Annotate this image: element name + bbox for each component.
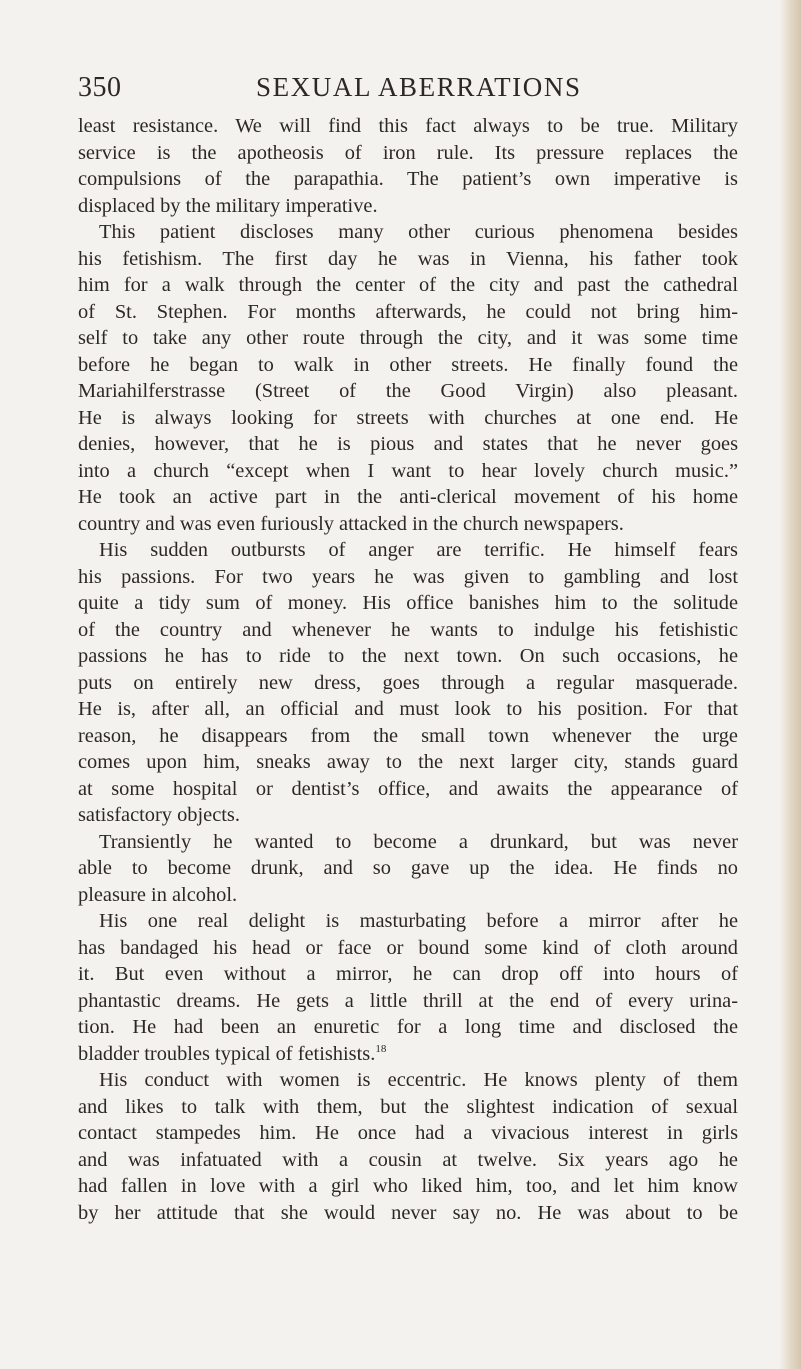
text-line [78,855,738,882]
text-line-content: His conduct with women is eccentric. He knows plenty of them [99,1069,738,1091]
text-line-content: by her attitude that she would never say no. He was about to be [78,1201,738,1224]
text-line-content: has bandaged his head or face or bound some kind of cloth around [78,936,738,959]
page-header [78,72,738,112]
text-line-content: This patient discloses many other curious phenomena besides [99,221,738,243]
text-line-content: country and was even furiously attacked in the church newspapers. [78,512,624,535]
text-line [78,113,738,140]
text-line [78,325,738,352]
text-line-content: able to become drunk, and so gave up the idea. He finds no [78,857,738,879]
text-line [78,670,738,697]
text-line-content: his passions. For two years he was given to gambling and lost [78,565,738,588]
text-line [78,431,738,458]
text-line [78,1067,738,1094]
text-line-content: service is the apotheosis of iron rule. Its pressure replaces the [78,141,738,164]
text-line-content: pleasure in alcohol. [78,883,238,906]
text-line-content: it. But even without a mirror, he can drop off into hours of [78,963,738,985]
text-line-content: of St. Stephen. For months afterwards, he could not bring him- [78,300,738,323]
text-line [78,405,738,432]
text-line [78,193,738,220]
text-line [78,988,738,1015]
text-line [78,484,738,511]
text-line-content: at some hospital or dentist’s office, and awaits the appearance of [78,777,738,800]
page-number: 350 [78,72,122,103]
running-head: SEXUAL ABERRATIONS [256,72,582,102]
text-line-content: He is, after all, an official and must look to his position. For that [78,698,738,720]
text-line [78,378,738,405]
text-line-content: He took an active part in the anti-clerical movement of his home [78,486,738,508]
text-line-content: Transiently he wanted to become a drunkard, but was never [99,830,738,853]
text-line-content: before he began to walk in other streets. He finally found the [78,353,738,376]
text-line-content: comes upon him, sneaks away to the next larger city, stands guard [78,751,738,773]
text-line-content: into a church “except when I want to hear lovely church music.” [78,459,738,482]
text-line-content: least resistance. We will find this fact always to be true. Military [78,115,738,137]
text-line [78,1173,738,1200]
text-line [78,749,738,776]
text-line [78,1094,738,1121]
text-line [78,1014,738,1041]
text-line [78,458,738,485]
text-line-content: his fetishism. The first day he was in Vienna, his father took [78,247,738,270]
text-line-content: him for a walk through the center of the city and past the cathedral [78,274,738,296]
text-line [78,511,738,538]
text-line-content: He is always looking for streets with churches at one end. He [78,406,738,429]
text-line-content: passions he has to ride to the next town. On such occasions, he [78,645,738,667]
footnote-reference: 18 [375,1042,387,1055]
text-line-content: and was infatuated with a cousin at twelve. Six years ago he [78,1148,738,1171]
text-line-content: reason, he disappears from the small town whenever the urge [78,724,738,747]
text-line [78,299,738,326]
text-line [78,829,738,856]
text-line [78,246,738,273]
text-line-content: and likes to talk with them, but the slightest indication of sexual [78,1095,738,1118]
text-line [78,617,738,644]
text-line [78,537,738,564]
text-line [78,1200,738,1227]
text-line-content: denies, however, that he is pious and states that he never goes [78,433,738,455]
text-line [78,1041,738,1068]
text-line-content: His sudden outbursts of anger are terrific. He himself fears [99,539,738,561]
text-line-content: tion. He had been an enuretic for a long time and disclosed the [78,1016,738,1038]
text-line-content: of the country and whenever he wants to indulge his fetishistic [78,618,738,641]
body-text [78,113,738,1226]
text-line-content: satisfactory objects. [78,804,240,826]
text-line [78,590,738,617]
text-line [78,643,738,670]
text-line-content: contact stampedes him. He once had a vivacious interest in girls [78,1122,738,1144]
text-line-content: had fallen in love with a girl who liked him, too, and let him know [78,1175,738,1197]
text-line-content: bladder troubles typical of fetishists. [78,1042,376,1065]
text-line-content: His one real delight is masturbating before a mirror after he [99,910,738,932]
text-line [78,1147,738,1174]
text-line [78,882,738,909]
text-line-content: puts on entirely new dress, goes through a regular masquerade. [78,671,738,694]
text-line [78,564,738,591]
text-line [78,352,738,379]
text-line [78,219,738,246]
page-edge-shadow [779,0,801,1369]
text-line [78,272,738,299]
text-line [78,140,738,167]
text-line [78,723,738,750]
text-line [78,908,738,935]
text-line-content: phantastic dreams. He gets a little thrill at the end of every urina- [78,989,738,1012]
text-line [78,961,738,988]
text-line-content: displaced by the military imperative. [78,194,378,217]
text-line [78,696,738,723]
text-line [78,935,738,962]
text-line-content: Mariahilferstrasse (Street of the Good Virgin) also pleasant. [78,380,738,402]
text-line-content: compulsions of the parapathia. The patient’s own imperative is [78,168,738,190]
text-line-content: quite a tidy sum of money. His office banishes him to the solitude [78,592,738,614]
text-line [78,776,738,803]
text-line [78,802,738,829]
text-line-content: self to take any other route through the city, and it was some time [78,327,738,349]
text-line [78,166,738,193]
text-line [78,1120,738,1147]
